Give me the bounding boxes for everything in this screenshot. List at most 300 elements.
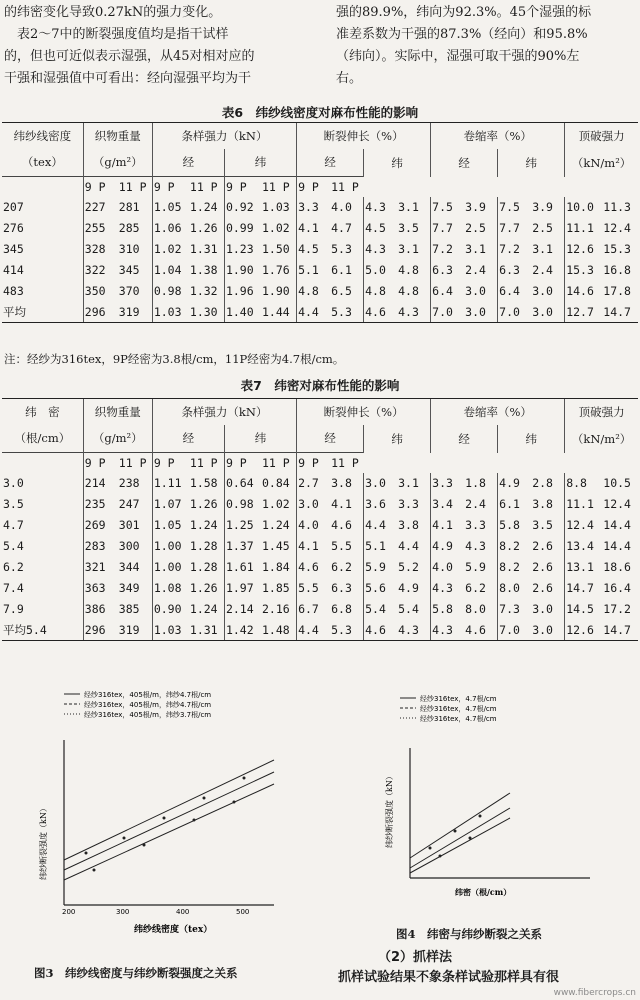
legend-entry: 经纱316tex，405根/m，纬纱4.7根/cm — [84, 701, 212, 709]
table-cell: 4.3 — [465, 539, 486, 553]
table-cell: 1.85 — [262, 581, 290, 595]
table-row — [2, 515, 638, 536]
body-text-right-column — [336, 2, 636, 90]
pp-blank — [2, 177, 83, 197]
pp-label: 9 P — [297, 453, 331, 473]
table-cell: 1.02 — [262, 221, 290, 235]
table-cell: 7.7 — [431, 218, 465, 239]
table-cell: 6.1 — [331, 263, 352, 277]
table-cell: 4.4 — [297, 620, 331, 641]
table-cell: 283 — [83, 536, 118, 557]
x-tick: 400 — [176, 908, 190, 916]
table-cell: 345 — [118, 263, 140, 277]
figure3 — [24, 680, 304, 950]
table-cell: 3.3 — [431, 473, 465, 494]
table-cell: 0.90 — [152, 599, 189, 620]
table-cell: 17.8 — [603, 284, 631, 298]
table-cell: 12.4 — [603, 221, 631, 235]
t6-sub-weft: 纬 — [224, 149, 296, 177]
table-cell: 1.05 — [152, 197, 189, 218]
table-cell: 18.6 — [603, 560, 631, 574]
table-cell: 0.98 — [224, 494, 261, 515]
x-tick: 200 — [62, 908, 76, 916]
table-cell: 1.44 — [261, 302, 297, 323]
table-row — [2, 494, 638, 515]
pp-label: 11 P — [330, 177, 364, 197]
pp-label: 11 P — [261, 453, 297, 473]
table-cell: 3.1 — [398, 200, 419, 214]
pp-label: 9 P — [224, 177, 261, 197]
table-cell: 4.3 — [431, 620, 465, 641]
table-cell: 3.5 — [3, 497, 24, 511]
table-cell: 0.84 — [262, 476, 290, 490]
t7-header-weft-density: 纬 密 — [2, 399, 83, 425]
table-cell: 1.06 — [152, 218, 189, 239]
table-cell: 6.3 — [431, 260, 465, 281]
table-cell: 1.28 — [189, 539, 218, 553]
table-cell: 1.90 — [262, 284, 290, 298]
pp-label: 11 P — [189, 453, 225, 473]
table-cell: 1.24 — [189, 200, 218, 214]
table-cell: 3.8 — [532, 497, 553, 511]
table-cell: 3.9 — [465, 200, 486, 214]
table-cell: 1.42 — [224, 620, 261, 641]
table-cell: 1.00 — [152, 536, 189, 557]
table-cell: 1.84 — [262, 560, 290, 574]
t6-unit-gsm: （g/m²） — [83, 149, 152, 177]
table-cell: 4.4 — [364, 515, 398, 536]
table-cell: 0.64 — [224, 473, 261, 494]
body-text-left-column — [4, 2, 322, 90]
table-cell: 207 — [3, 200, 24, 214]
table-cell: 12.4 — [565, 515, 603, 536]
table-cell: 3.0 — [3, 476, 24, 490]
table-cell: 3.1 — [398, 476, 419, 490]
table-cell: 1.31 — [189, 242, 218, 256]
table-cell: 4.4 — [297, 302, 331, 323]
data-point — [85, 852, 88, 855]
table-cell: 5.8 — [498, 515, 532, 536]
pp-blank — [2, 453, 83, 473]
table6 — [2, 122, 638, 323]
table-cell: 1.37 — [224, 536, 261, 557]
legend-entry: 经纱316tex，4.7根/cm — [420, 715, 497, 723]
t6-sub-weft: 纬 — [498, 149, 565, 177]
table-cell: 281 — [118, 200, 140, 214]
data-point — [233, 801, 236, 804]
table-cell: 10.0 — [565, 197, 603, 218]
table-cell: 5.1 — [297, 260, 331, 281]
figure4 — [370, 688, 610, 908]
table-cell: 4.4 — [398, 539, 419, 553]
pp-label: 11 P — [330, 453, 364, 473]
data-point — [93, 869, 96, 872]
t6-sub-weft: 纬 — [364, 149, 431, 177]
table-cell: 16.4 — [603, 581, 631, 595]
table-cell: 3.0 — [364, 473, 398, 494]
table-cell: 2.4 — [465, 497, 486, 511]
table-cell: 7.3 — [498, 599, 532, 620]
table-row — [2, 557, 638, 578]
table-cell: 4.1 — [431, 515, 465, 536]
table-cell: 2.6 — [532, 560, 553, 574]
t7-unit-per-cm: （根/cm） — [14, 431, 71, 446]
t6-header-burst: 顶破强力 — [565, 123, 638, 149]
table-cell: 1.50 — [262, 242, 290, 256]
table-cell: 1.04 — [152, 260, 189, 281]
table-cell: 1.61 — [224, 557, 261, 578]
figure3-plot — [24, 680, 304, 950]
table-cell: 1.31 — [189, 620, 225, 641]
table-cell: 301 — [118, 518, 140, 532]
table-cell: 350 — [83, 281, 118, 302]
table-cell: 3.3 — [297, 197, 331, 218]
table-cell: 4.3 — [431, 578, 465, 599]
figure4-caption: 图4 纬密与纬纱断裂之关系 — [396, 927, 543, 941]
t7-sub-weft: 纬 — [364, 425, 431, 453]
table-row — [2, 536, 638, 557]
table-cell: 1.02 — [262, 497, 290, 511]
table-cell: 4.3 — [397, 620, 431, 641]
table-cell: 2.4 — [532, 263, 553, 277]
table-cell: 1.48 — [261, 620, 297, 641]
table-cell: 4.5 — [297, 239, 331, 260]
pp-label: 9 P — [152, 453, 189, 473]
text-line: 干强和湿强值中可看出：经向湿强平均为干 — [4, 71, 252, 86]
table-cell: 1.96 — [224, 281, 261, 302]
data-point — [193, 819, 196, 822]
table-cell: 7.4 — [3, 581, 24, 595]
table-cell: 4.6 — [331, 518, 352, 532]
data-point — [203, 797, 206, 800]
table-cell: 3.4 — [431, 494, 465, 515]
pp-label: 11 P — [261, 177, 297, 197]
table-cell: 344 — [118, 560, 140, 574]
y-axis-label: 纬纱断裂强度（kN） — [39, 804, 48, 880]
table-cell: 4.9 — [431, 536, 465, 557]
table-row — [2, 281, 638, 302]
table-cell: 3.3 — [465, 518, 486, 532]
table-cell: 12.7 — [565, 302, 603, 323]
figure4-legend — [400, 694, 497, 724]
table-cell: 7.5 — [498, 197, 532, 218]
table-cell: 1.8 — [465, 476, 486, 490]
data-point — [143, 844, 146, 847]
table-cell: 3.0 — [532, 602, 553, 616]
y-axis-label: 纬纱断裂强度（kN） — [385, 772, 394, 848]
table-cell: 4.0 — [431, 557, 465, 578]
table-cell: 16.8 — [603, 263, 631, 277]
table-cell: 5.3 — [330, 620, 364, 641]
trend-line — [410, 793, 510, 858]
table-cell: 3.5 — [532, 518, 553, 532]
data-point — [163, 817, 166, 820]
table-cell: 4.3 — [397, 302, 431, 323]
table-cell: 5.6 — [364, 578, 398, 599]
table-cell: 3.0 — [531, 302, 565, 323]
table-cell: 1.45 — [262, 539, 290, 553]
t7-sub-warp: 经 — [152, 425, 224, 453]
table-cell: 15.3 — [603, 242, 631, 256]
table-cell: 0.99 — [224, 218, 261, 239]
table-cell: 6.2 — [3, 560, 24, 574]
table-cell: 13.1 — [565, 557, 603, 578]
table-cell: 2.6 — [532, 581, 553, 595]
table-cell: 2.6 — [532, 539, 553, 553]
table-cell: 1.28 — [189, 560, 218, 574]
table-cell: 1.24 — [262, 518, 290, 532]
pp-label: 9 P — [83, 453, 118, 473]
table-cell: 1.08 — [152, 578, 189, 599]
table-cell: 3.6 — [364, 494, 398, 515]
table-cell: 0.92 — [224, 197, 261, 218]
table-cell: 1.00 — [152, 557, 189, 578]
table-cell: 11.1 — [565, 218, 603, 239]
table7 — [2, 398, 638, 641]
table-row — [2, 578, 638, 599]
table-cell: 483 — [3, 284, 24, 298]
table-cell: 7.2 — [498, 239, 532, 260]
table-cell: 4.6 — [364, 620, 398, 641]
pp-label: 9 P — [224, 453, 261, 473]
table-cell: 3.0 — [531, 620, 565, 641]
table-row — [2, 302, 638, 323]
table-cell: 3.3 — [398, 497, 419, 511]
table-cell: 6.4 — [498, 281, 532, 302]
table-cell: 345 — [3, 242, 24, 256]
table7-title: 表7 纬密对麻布性能的影响 — [240, 378, 400, 393]
table-cell: 7.0 — [431, 302, 465, 323]
table-cell: 310 — [118, 242, 140, 256]
text-line: 强的89.9%，纬向为92.3%。45个湿强的标 — [336, 5, 592, 20]
table-cell: 319 — [118, 302, 153, 323]
table-cell: 2.5 — [532, 221, 553, 235]
table-cell: 4.0 — [331, 200, 352, 214]
table-cell: 1.32 — [189, 284, 218, 298]
trend-line — [64, 760, 274, 860]
table-cell: 12.6 — [565, 239, 603, 260]
table-cell: 1.03 — [152, 302, 189, 323]
table-cell: 5.9 — [364, 557, 398, 578]
table-cell: 3.0 — [532, 284, 553, 298]
table-cell: 3.5 — [398, 221, 419, 235]
table-cell: 5.9 — [465, 560, 486, 574]
x-tick: 300 — [116, 908, 130, 916]
watermark: www.fibercrops.cn — [553, 988, 636, 998]
t7-pp-row — [2, 453, 638, 473]
table-cell: 8.2 — [498, 536, 532, 557]
t7-sub-weft: 纬 — [498, 425, 565, 453]
pp-label: 11 P — [118, 177, 153, 197]
t7-header-elongation: 断裂伸长（%） — [297, 399, 431, 425]
pp-label: 11 P — [189, 177, 225, 197]
table-cell: 3.1 — [532, 242, 553, 256]
text-line: （纬向）。实际中，湿强可取干强的90%左 — [336, 49, 580, 64]
text-line: 的纬密变化导致0.27kN的强力变化。 — [4, 5, 222, 20]
table-cell: 227 — [83, 197, 118, 218]
t6-body — [2, 197, 638, 323]
table-cell: 1.11 — [152, 473, 189, 494]
table-cell: 247 — [118, 497, 140, 511]
table-cell: 14.7 — [565, 578, 603, 599]
legend-entry: 经纱316tex，405根/m，纬纱3.7根/cm — [84, 711, 212, 719]
table-cell: 4.8 — [398, 263, 419, 277]
table-cell: 4.8 — [297, 281, 331, 302]
table-cell: 12.6 — [565, 620, 603, 641]
legend-entry: 经纱316tex，4.7根/cm — [420, 695, 497, 703]
table-cell: 4.9 — [398, 581, 419, 595]
table-cell: 322 — [83, 260, 118, 281]
table-cell: 11.3 — [603, 200, 631, 214]
table-cell: 1.90 — [224, 260, 261, 281]
table-cell: 15.3 — [565, 260, 603, 281]
table-row — [2, 620, 638, 641]
table-cell: 385 — [118, 602, 140, 616]
table-cell: 300 — [118, 539, 140, 553]
table-cell: 6.2 — [465, 581, 486, 595]
t7-sub-warp: 经 — [431, 425, 498, 453]
table-cell: 6.2 — [331, 560, 352, 574]
text-line: 的，但也可近似表示湿强，从45对相对应的 — [4, 49, 255, 64]
table-cell: 7.0 — [498, 620, 532, 641]
table-cell: 370 — [118, 284, 140, 298]
t6-header-linear-density: 纬纱线密度 — [2, 123, 83, 149]
table-cell: 7.2 — [431, 239, 465, 260]
t7-unit-kpa: （kN/m²） — [565, 425, 638, 453]
pp-label: 11 P — [118, 453, 153, 473]
table-cell: 1.07 — [152, 494, 189, 515]
table-cell: 1.25 — [224, 515, 261, 536]
table-cell: 1.26 — [189, 497, 218, 511]
table-cell: 2.16 — [262, 602, 290, 616]
table-cell: 1.40 — [224, 302, 261, 323]
legend-entry: 经纱316tex，4.7根/cm — [420, 705, 497, 713]
t6-header-strip-strength: 条样强力（kN） — [152, 123, 296, 149]
t7-header-fabric-weight: 织物重量 — [83, 399, 152, 425]
t6-sub-warp: 经 — [297, 149, 364, 177]
trend-line — [410, 818, 510, 873]
table-cell: 3.0 — [297, 494, 331, 515]
table-cell: 2.7 — [297, 473, 331, 494]
data-point — [243, 777, 246, 780]
x-tick-labels — [62, 908, 249, 916]
table-cell: 1.02 — [152, 239, 189, 260]
table-cell: 10.5 — [603, 476, 631, 490]
table-cell: 2.14 — [224, 599, 261, 620]
data-point — [454, 830, 457, 833]
text-line: 准差系数为干强的87.3%（经向）和95.8% — [336, 27, 588, 42]
table-cell: 6.7 — [297, 599, 331, 620]
table-cell: 14.4 — [603, 518, 631, 532]
table-cell: 1.24 — [189, 602, 218, 616]
section-heading: （2）抓样法 — [378, 950, 453, 965]
t6-unit-tex: （tex） — [21, 155, 63, 170]
table-cell: 3.8 — [331, 476, 352, 490]
x-axis-label: 纬密（根/cm） — [455, 887, 512, 897]
table-cell: 6.4 — [431, 281, 465, 302]
table-cell: 328 — [83, 239, 118, 260]
table-row — [2, 260, 638, 281]
table-row — [2, 599, 638, 620]
table-cell: 4.1 — [297, 218, 331, 239]
table-cell: 3.0 — [465, 284, 486, 298]
table6-title: 表6 纬纱线密度对麻布性能的影响 — [221, 105, 419, 120]
table-cell: 17.2 — [603, 602, 631, 616]
x-tick: 500 — [236, 908, 250, 916]
table-cell: 4.3 — [364, 197, 398, 218]
table-cell: 5.4 — [3, 539, 24, 553]
table6-note: 注：经纱为316tex，9P经密为3.8根/cm，11P经密为4.7根/cm。 — [4, 352, 345, 366]
trend-line — [64, 784, 274, 880]
t6-sub-warp: 经 — [152, 149, 224, 177]
table-cell: 8.2 — [498, 557, 532, 578]
table-cell: 5.0 — [364, 260, 398, 281]
table-cell: 276 — [3, 221, 24, 235]
table-cell: 8.0 — [465, 602, 486, 616]
table-cell: 3.1 — [398, 242, 419, 256]
table-cell: 4.0 — [297, 515, 331, 536]
table-cell: 2.4 — [465, 263, 486, 277]
text-line: 表2～7中的断裂强度值均是指干试样 — [4, 27, 229, 42]
table-cell: 4.1 — [331, 497, 352, 511]
table-cell: 5.5 — [331, 539, 352, 553]
table-cell: 14.6 — [565, 281, 603, 302]
t7-header-crimp: 卷缩率（%） — [431, 399, 565, 425]
table-row — [2, 473, 638, 494]
table-cell: 14.4 — [603, 539, 631, 553]
table-cell: 1.30 — [189, 302, 225, 323]
data-point — [469, 837, 472, 840]
table-cell: 321 — [83, 557, 118, 578]
table-cell: 4.8 — [364, 281, 398, 302]
pp-label: 9 P — [297, 177, 331, 197]
table-cell: 285 — [118, 221, 140, 235]
t7-header-strip-strength: 条样强力（kN） — [152, 399, 296, 425]
table-cell: 4.6 — [297, 557, 331, 578]
figure3-legend — [64, 690, 211, 720]
data-point — [439, 855, 442, 858]
table-cell: 3.8 — [398, 518, 419, 532]
table-cell: 4.7 — [331, 221, 352, 235]
table-cell: 平均 — [2, 302, 83, 323]
figure4-plot — [370, 688, 610, 908]
table-cell: 7.5 — [431, 197, 465, 218]
table-cell: 1.05 — [152, 515, 189, 536]
t7-sub-warp: 经 — [297, 425, 364, 453]
table-cell: 1.38 — [189, 263, 218, 277]
table-cell: 5.3 — [331, 242, 352, 256]
table-cell: 296 — [83, 302, 118, 323]
table-cell: 7.0 — [498, 302, 532, 323]
table-cell: 5.2 — [398, 560, 419, 574]
table-cell: 4.9 — [498, 473, 532, 494]
table-cell: 6.5 — [331, 284, 352, 298]
table-cell: 255 — [83, 218, 118, 239]
table-cell: 6.3 — [331, 581, 352, 595]
data-point — [429, 847, 432, 850]
table-cell: 8.0 — [498, 578, 532, 599]
t6-pp-row — [2, 177, 638, 197]
data-point — [123, 837, 126, 840]
table-cell: 2.5 — [465, 221, 486, 235]
table-cell: 1.03 — [262, 200, 290, 214]
t7-unit-gsm: （g/m²） — [83, 425, 152, 453]
table-cell: 349 — [118, 581, 140, 595]
table-cell: 296 — [83, 620, 118, 641]
table-cell: 5.8 — [431, 599, 465, 620]
table-cell: 6.8 — [331, 602, 352, 616]
t7-sub-weft: 纬 — [224, 425, 296, 453]
